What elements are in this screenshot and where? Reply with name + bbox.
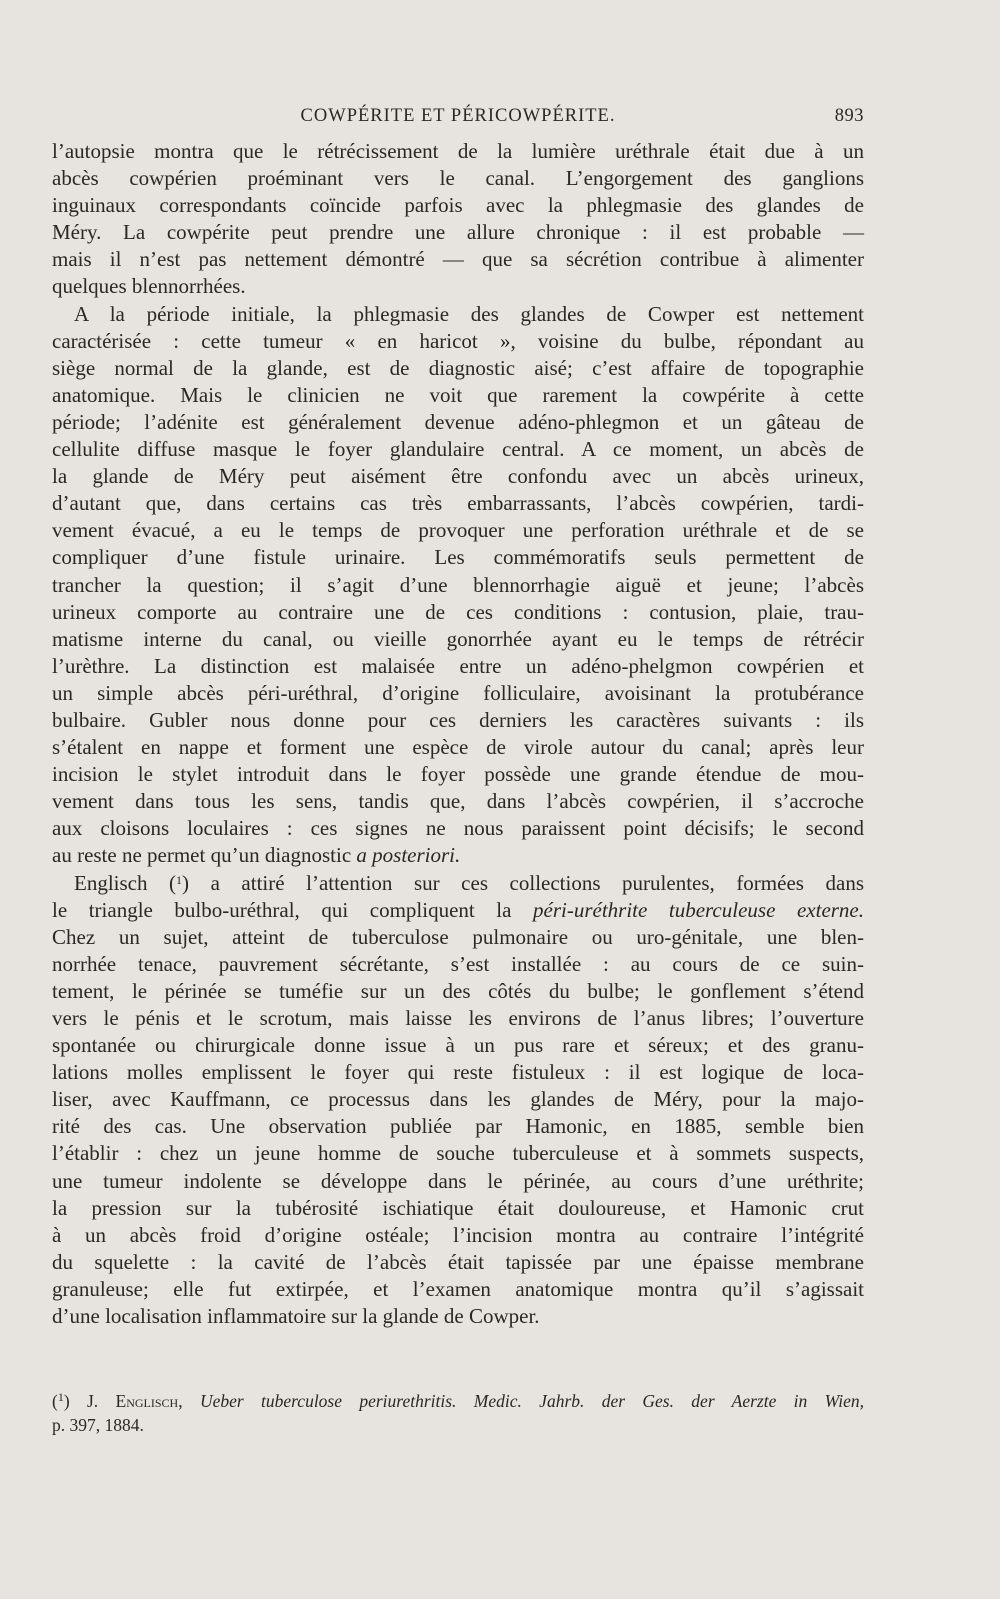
running-title: COWPÉRITE ET PÉRICOWPÉRITE. (300, 106, 616, 126)
text-fragment: Englisch ( (74, 870, 177, 895)
text-line: A la période initiale, la phlegmasie des glandes de Cowper est nettement (74, 301, 864, 326)
text-line: tement, le périnée se tuméfie sur un des côtés du bulbe; le gonflement s’étend (52, 978, 864, 1003)
text-line: lations molles emplissent le foyer qui reste fistuleux : il est logique de loca- (52, 1060, 864, 1085)
text-line: anatomique. Mais le clinicien ne voit que rarement la cowpérite à cette (52, 382, 864, 407)
text-line: vement dans tous les sens, tandis que, dans l’abcès cowpérien, il s’accroche (52, 789, 864, 814)
text-line: inguinaux correspondants coïncide parfois avec la phlegmasie des glandes de (52, 193, 864, 218)
footnote-reference: 1 (176, 872, 183, 887)
footnote-mark: 1 (57, 1390, 64, 1404)
text-line: spontanée ou chirurgicale donne issue à un pus rare et séreux; et des granu- (52, 1033, 864, 1058)
text-line: incision le stylet introduit dans le foyer possède une grande étendue de mou- (52, 762, 864, 787)
text-fragment: au reste ne permet qu’un diagnostic (52, 843, 357, 868)
text-line: l’établir : chez un jeune homme de souche tuberculeuse et à sommets suspects, (52, 1141, 864, 1166)
text-line (52, 870, 864, 897)
footnote (52, 1389, 864, 1437)
text-line: d’autant que, dans certains cas très embarrassants, l’abcès cowpérien, tardi- (52, 491, 864, 516)
text-line: la pression sur la tubérosité ischiatique était douloureuse, et Hamonic crut (52, 1195, 864, 1220)
text-line: matisme interne du canal, ou vieille gonorrhée ayant eu le temps de rétrécir (52, 626, 864, 651)
text-line: s’étalent en nappe et forment une espèce de virole autour du canal; après leur (52, 735, 864, 760)
footnote-line: ($^1$) J. Englisch, Ueber tuberculose periurethritis. Medic. Jahrb. der Ges. der Aerzte in Wien, (52, 1390, 865, 1411)
text-line: bulbaire. Gubler nous donne pour ces derniers les caractères suivants : ils (52, 707, 864, 732)
text-line (52, 897, 864, 924)
text-line: rité des cas. Une observation publiée par Hamonic, en 1885, semble bien (52, 1114, 864, 1139)
text-line: d’une localisation inflammatoire sur la glande de Cowper. (52, 1304, 540, 1329)
text-line: Chez un sujet, atteint de tuberculose pulmonaire ou uro-génitale, une blen- (52, 924, 864, 949)
page-number: 893 (834, 106, 864, 126)
footnote-line: p. 397, 1884. (52, 1415, 144, 1435)
footnote-title: Ueber tuberculose periurethritis. Medic. Jahrb. der Ges. der Aerzte in Wien, (199, 1391, 865, 1411)
text-line: vers le pénis et le scrotum, mais laisse les environs de l’anus libres; l’ouverture (52, 1006, 864, 1030)
italic-phrase: péri-uréthrite tuberculeuse externe. (533, 897, 865, 922)
text-line: granuleuse; elle fut extirpée, et l’examen anatomique montra qu’il s’agissait (52, 1276, 864, 1301)
text-line: l’autopsie montra que le rétrécissement de la lumière uréthrale était due à un (52, 139, 864, 163)
text-line: urineux comporte au contraire une de ces conditions : contusion, plaie, trau- (52, 599, 864, 624)
text-line: une tumeur indolente se développe dans le périnée, au cours d’une uréthrite; (52, 1168, 864, 1193)
text-line: caractérisée : cette tumeur « en haricot », voisine du bulbe, répondant au (52, 328, 864, 353)
body-text (52, 138, 864, 1330)
running-header (52, 106, 864, 134)
text-line: à un abcès froid d’origine ostéale; l’incision montra au contraire l’intégrité (52, 1222, 864, 1247)
text-line: la glande de Méry peut aisément être confondu avec un abcès urineux, (52, 464, 864, 489)
text-fragment: ) a attiré l’attention sur ces collections purulentes, formées dans (182, 870, 864, 895)
text-line: un simple abcès péri-uréthral, d’origine folliculaire, avoisinant la protubérance (52, 680, 864, 705)
text-line: vement évacué, a eu le temps de provoquer une perforation uréthrale et de se (52, 518, 864, 543)
text-line: Méry. La cowpérite peut prendre une allure chronique : il est probable — (52, 220, 864, 245)
text-line: norrhée tenace, pauvrement sécrétante, s’est installée : au cours de ce suin- (52, 951, 864, 976)
text-line: cellulite diffuse masque le foyer glandulaire central. A ce moment, un abcès de (52, 437, 864, 462)
text-line: l’urèthre. La distinction est malaisée entre un adéno-phelgmon cowpérien et (52, 653, 864, 678)
footnote-author: J. Englisch, (87, 1391, 183, 1411)
text-line: siège normal de la glande, est de diagnostic aisé; c’est affaire de topographie (52, 355, 864, 380)
text-line: compliquer d’une fistule urinaire. Les commémoratifs seuls permettent de (52, 545, 864, 570)
text-line: aux cloisons loculaires : ces signes ne nous paraissent point décisifs; le second (52, 816, 864, 841)
text-line: abcès cowpérien proéminant vers le canal. L’engorgement des ganglions (52, 166, 864, 191)
text-fragment: le triangle bulbo-uréthral, qui compliquent la (52, 897, 534, 922)
text-line: trancher la question; il s’agit d’une blennorrhagie aiguë et jeune; l’abcès (52, 572, 864, 597)
text-line: mais il n’est pas nettement démontré — que sa sécrétion contribue à alimenter (52, 247, 864, 272)
text-line: quelques blennorrhées. (52, 274, 246, 299)
italic-phrase: a posteriori. (356, 843, 461, 868)
text-line: période; l’adénite est généralement devenue adéno-phlegmon et un gâteau de (52, 409, 864, 434)
text-line: liser, avec Kauffmann, ce processus dans les glandes de Méry, pour la majo- (52, 1087, 864, 1112)
text-line: du squelette : la cavité de l’abcès était tapissée par une épaisse membrane (52, 1249, 864, 1274)
text-line (52, 842, 864, 869)
